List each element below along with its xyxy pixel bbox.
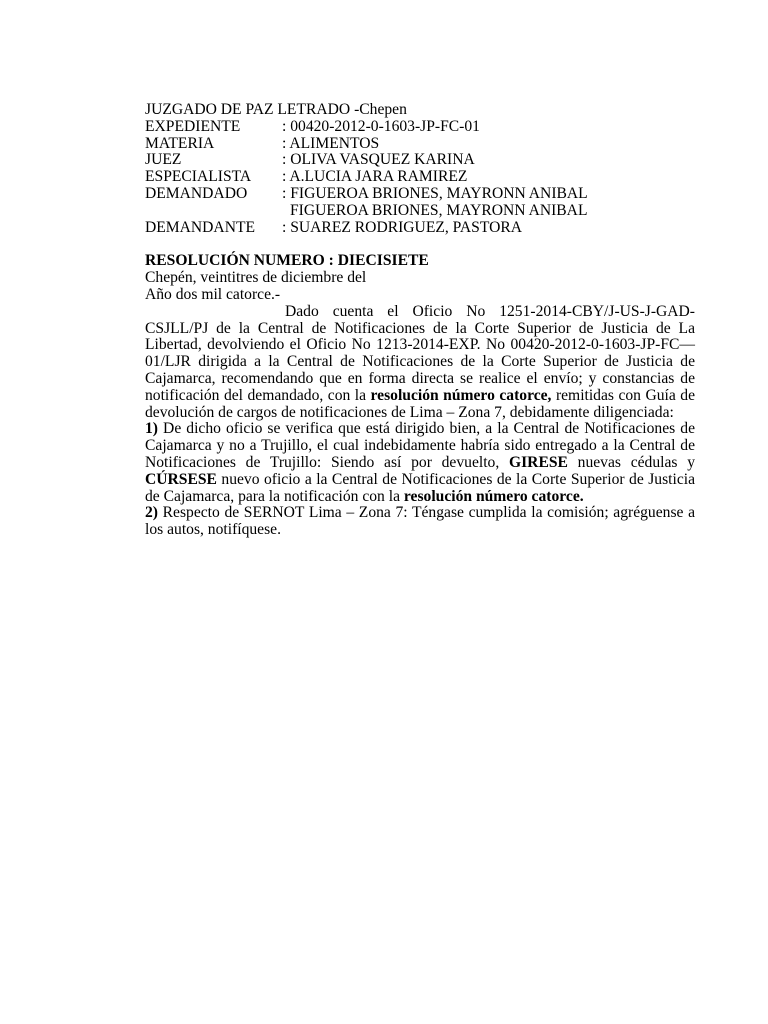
header-value: : FIGUEROA BRIONES, MAYRONN ANIBAL: [282, 184, 588, 202]
document-page: [145, 102, 695, 539]
header-value: : ALIMENTOS: [282, 134, 380, 152]
header-row-juez: [145, 152, 695, 169]
header-row-materia: [145, 136, 695, 153]
header-row-especialista: [145, 169, 695, 186]
spacer: [145, 236, 695, 253]
item-number: 2): [145, 504, 158, 522]
body-paragraph-intro: Dado cuenta el Oficio No 1251-2014-CBY/J-US-J-GAD-CSJLL/PJ de la Central de Notificaciones de la Corte Superior de Justicia de La Libertad, devolviendo el Oficio No 1213-2014-EXP. No 00420-2012-0-1603-JP-FC—01/LJR dirigida a la Central de Notificaciones de la Corte Superior de Justicia de Cajamarca, recomendando que en forma directa se realice el envío; y constancias de notificación del demandado, con la resolución número catorce, remitidas con Guía de devolución de cargos de notificaciones de Lima – Zona 7, debidamente diligenciada:: [145, 302, 695, 421]
header-value: : A.LUCIA JARA RAMIREZ: [282, 168, 468, 186]
header-label: JUEZ: [145, 151, 182, 169]
body-item-1: 1) De dicho oficio se verifica que está dirigido bien, a la Central de Notificaciones de Cajamarca y no a Trujillo, el cual indebidamente habría sido entregado a la Central de Notificaciones de Trujillo: Siendo así por devuelto, GIRESE nuevas cédulas y CÚRSESE nuevo oficio a la Central de Notificaciones de la Corte Superior de Justicia de Cajamarca, para la notificación con la resolución número catorce.: [145, 420, 695, 505]
header-label: ESPECIALISTA: [145, 168, 252, 186]
header-row-demandado-cont: [145, 203, 695, 220]
resolution-title: RESOLUCIÓN NUMERO : DIECISIETE: [145, 252, 429, 270]
header-value: FIGUEROA BRIONES, MAYRONN ANIBAL: [290, 201, 588, 219]
court-name: JUZGADO DE PAZ LETRADO -Chepen: [145, 101, 407, 118]
header-value: : SUAREZ RODRIGUEZ, PASTORA: [282, 218, 523, 236]
header-label: DEMANDANTE: [145, 218, 256, 236]
header-value: : 00420-2012-0-1603-JP-FC-01: [282, 117, 480, 135]
header-label: MATERIA: [145, 134, 215, 152]
resolution-date-line: Chepén, veintitres de diciembre del: [145, 269, 367, 287]
header-label: EXPEDIENTE: [145, 117, 241, 135]
resolution-date-line: Año dos mil catorce.-: [145, 285, 281, 303]
header-row-expediente: [145, 119, 695, 136]
header-row-demandante: [145, 220, 695, 237]
body-item-2: 2) Respecto de SERNOT Lima – Zona 7: Téngase cumplida la comisión; agréguense a los autos, notifíquese.: [145, 504, 695, 539]
header-label: DEMANDADO: [145, 184, 248, 202]
header-value: : OLIVA VASQUEZ KARINA: [282, 151, 475, 169]
item-number: 1): [145, 420, 158, 438]
header-label: [145, 203, 282, 220]
header-row-demandado: [145, 186, 695, 203]
